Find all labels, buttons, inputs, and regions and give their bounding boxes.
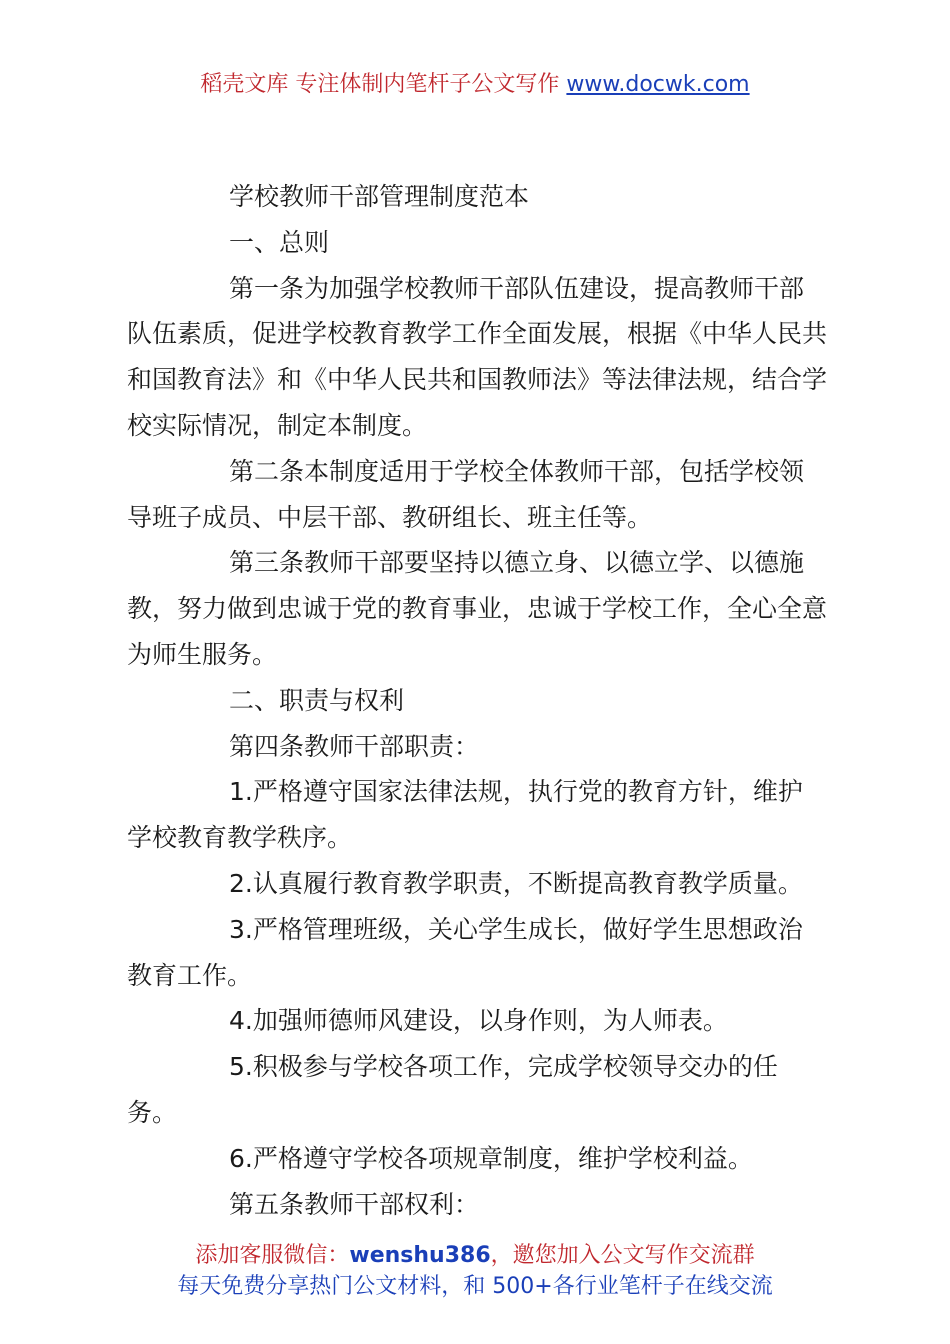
list-item: 5.积极参与学校各项工作，完成学校领导交办的任务。	[127, 1052, 778, 1127]
list-item: 2.认真履行教育教学职责，不断提高教育教学质量。	[229, 868, 803, 898]
paragraph: 第三条教师干部要坚持以德立身、以德立学、以德施教，努力做到忠诚于党的教育事业，忠诚于学校工作，全心全意为师生服务。	[127, 548, 828, 669]
document-body	[127, 174, 827, 1227]
list-item: 1.严格遵守国家法律法规，执行党的教育方针，维护学校教育教学秩序。	[127, 777, 803, 853]
paragraph: 第四条教师干部职责：	[229, 731, 480, 761]
wechat-prefix: 添加客服微信：	[195, 1243, 350, 1268]
paragraph: 第一条为加强学校教师干部队伍建设，提高教师干部队伍素质，促进学校教育教学工作全面发展，根据《中华人民共和国教育法》和《中华人民共和国教师法》等法律法规，结合学校实际情况，制定本制度。	[127, 273, 828, 440]
section-heading: 二、职责与权利	[229, 685, 405, 715]
site-url-link[interactable]: www.docwk.com	[566, 72, 750, 97]
list-item: 3.严格管理班级，关心学生成长，做好学生思想政治教育工作。	[127, 914, 803, 990]
promo-footer	[0, 1240, 950, 1302]
paragraph: 第二条本制度适用于学校全体教师干部，包括学校领导班子成员、中层干部、教研组长、班主任等。	[127, 456, 805, 532]
share-promo-line: 每天免费分享热门公文材料，和 500+各行业笔杆子在线交流	[177, 1274, 773, 1299]
document-title: 学校教师干部管理制度范本	[229, 182, 530, 211]
site-header	[0, 70, 950, 100]
wechat-promo-line	[0, 1240, 950, 1271]
list-item: 6.严格遵守学校各项规章制度，维护学校利益。	[229, 1143, 753, 1173]
paragraph: 第五条教师干部权利：	[229, 1189, 480, 1219]
list-item: 4.加强师德师风建设，以身作则，为人师表。	[229, 1006, 728, 1036]
section-heading: 一、总则	[229, 227, 330, 257]
wechat-id: wenshu386	[349, 1243, 491, 1268]
brand-slogan: 稻壳文库 专注体制内笔杆子公文写作	[200, 72, 567, 97]
wechat-suffix: ，邀您加入公文写作交流群	[490, 1243, 755, 1268]
